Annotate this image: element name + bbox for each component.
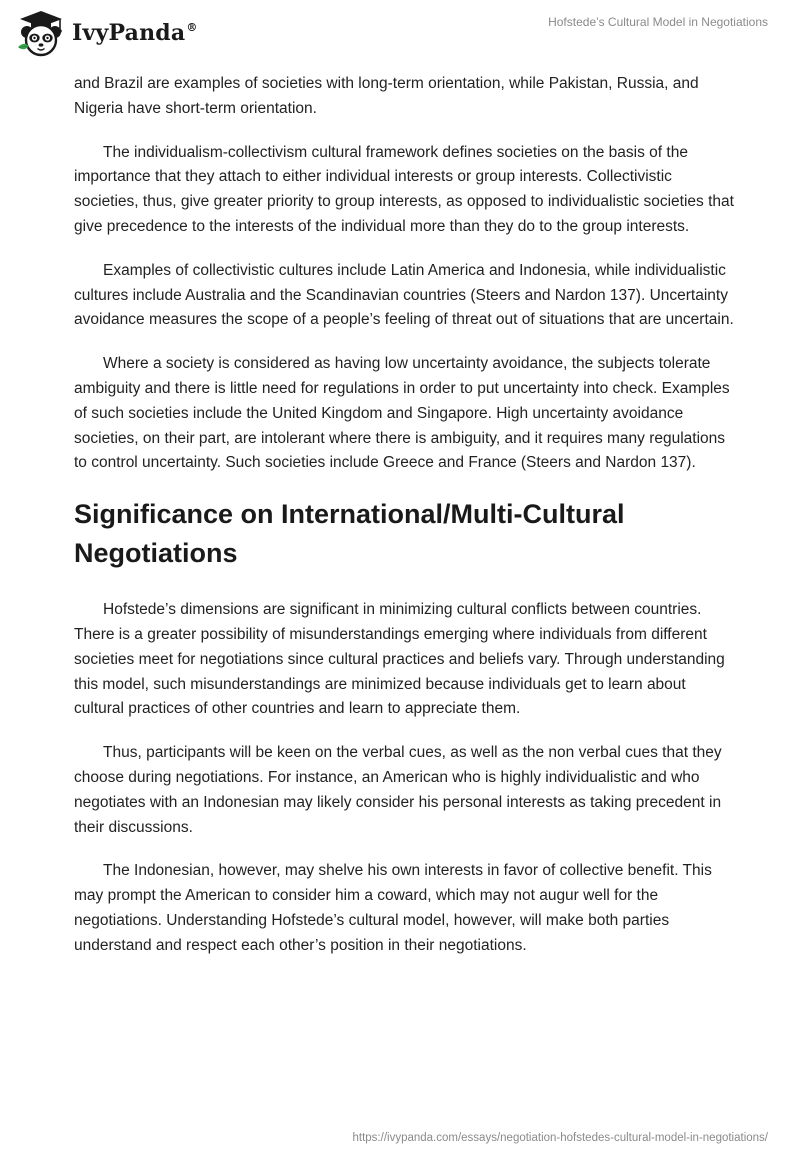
paragraph-2: The individualism-collectivism cultural framework defines societies on the basis of the importance that they attach to either individual interests or group interests. Collectivistic societies, thus, give greater priority to group interests, as opposed to individualistic societies that give precedence to the interests of the individual more than they do to the group interests. — [74, 143, 734, 235]
paragraph-4: Where a society is considered as having low uncertainty avoidance, the subjects tolerate ambiguity and there is little need for regulations in order to put uncertainty into check. Examples of such societies include the United Kingdom and Singapore. High uncertainty avoidance societies, on their part, are intolerant where there is ambiguity, and it requires many regulations to control uncertainty. Such societies include Greece and France (Steers and Nardon 137). — [74, 355, 730, 472]
panda-graduate-icon — [16, 8, 66, 58]
paragraph-5: Hofstede’s dimensions are significant in minimizing cultural conflicts between countries. There is a greater possibility of misunderstandings emerging where individuals from different societies meet for negotiations since cultural practices and beliefs vary. Through understanding this model, such misunderstandings are minimized because individuals get to learn about cultural practices of other countries and learn to appreciate them. — [74, 601, 725, 718]
page-header — [0, 0, 800, 68]
paragraph-3: Examples of collectivistic cultures include Latin America and Indonesia, while individualistic cultures include Australia and the Scandinavian countries (Steers and Nardon 137). Uncertainty avoidance measures the scope of a people’s feeling of threat out of situations that are uncertain. — [74, 261, 734, 329]
paragraph-1: and Brazil are examples of societies with long-term orientation, while Pakistan, Russia, and Nigeria have short-term orientation. — [74, 75, 699, 117]
brand-name: IvyPanda® — [72, 20, 198, 46]
brand-logo[interactable] — [16, 8, 198, 58]
section-heading: Significance on International/Multi-Cultural Negotiations — [74, 499, 625, 569]
paragraph-6: Thus, participants will be keen on the verbal cues, as well as the non verbal cues that they choose during negotiations. For instance, an American who is highly individualistic and who negotiates with an Indonesian may likely consider his personal interests as taking precedent in their discussions. — [74, 744, 722, 836]
source-url[interactable]: https://ivypanda.com/essays/negotiation-hofstedes-cultural-model-in-negotiations/ — [352, 1132, 768, 1144]
article-body — [74, 72, 734, 978]
paragraph-7: The Indonesian, however, may shelve his own interests in favor of collective benefit. This may prompt the American to consider him a coward, which may not augur well for the negotiations. Understanding Hofstede’s cultural model, however, will make both parties understand and respect each other’s position in their negotiations. — [74, 862, 712, 954]
document-title: Hofstede’s Cultural Model in Negotiations — [548, 15, 768, 29]
